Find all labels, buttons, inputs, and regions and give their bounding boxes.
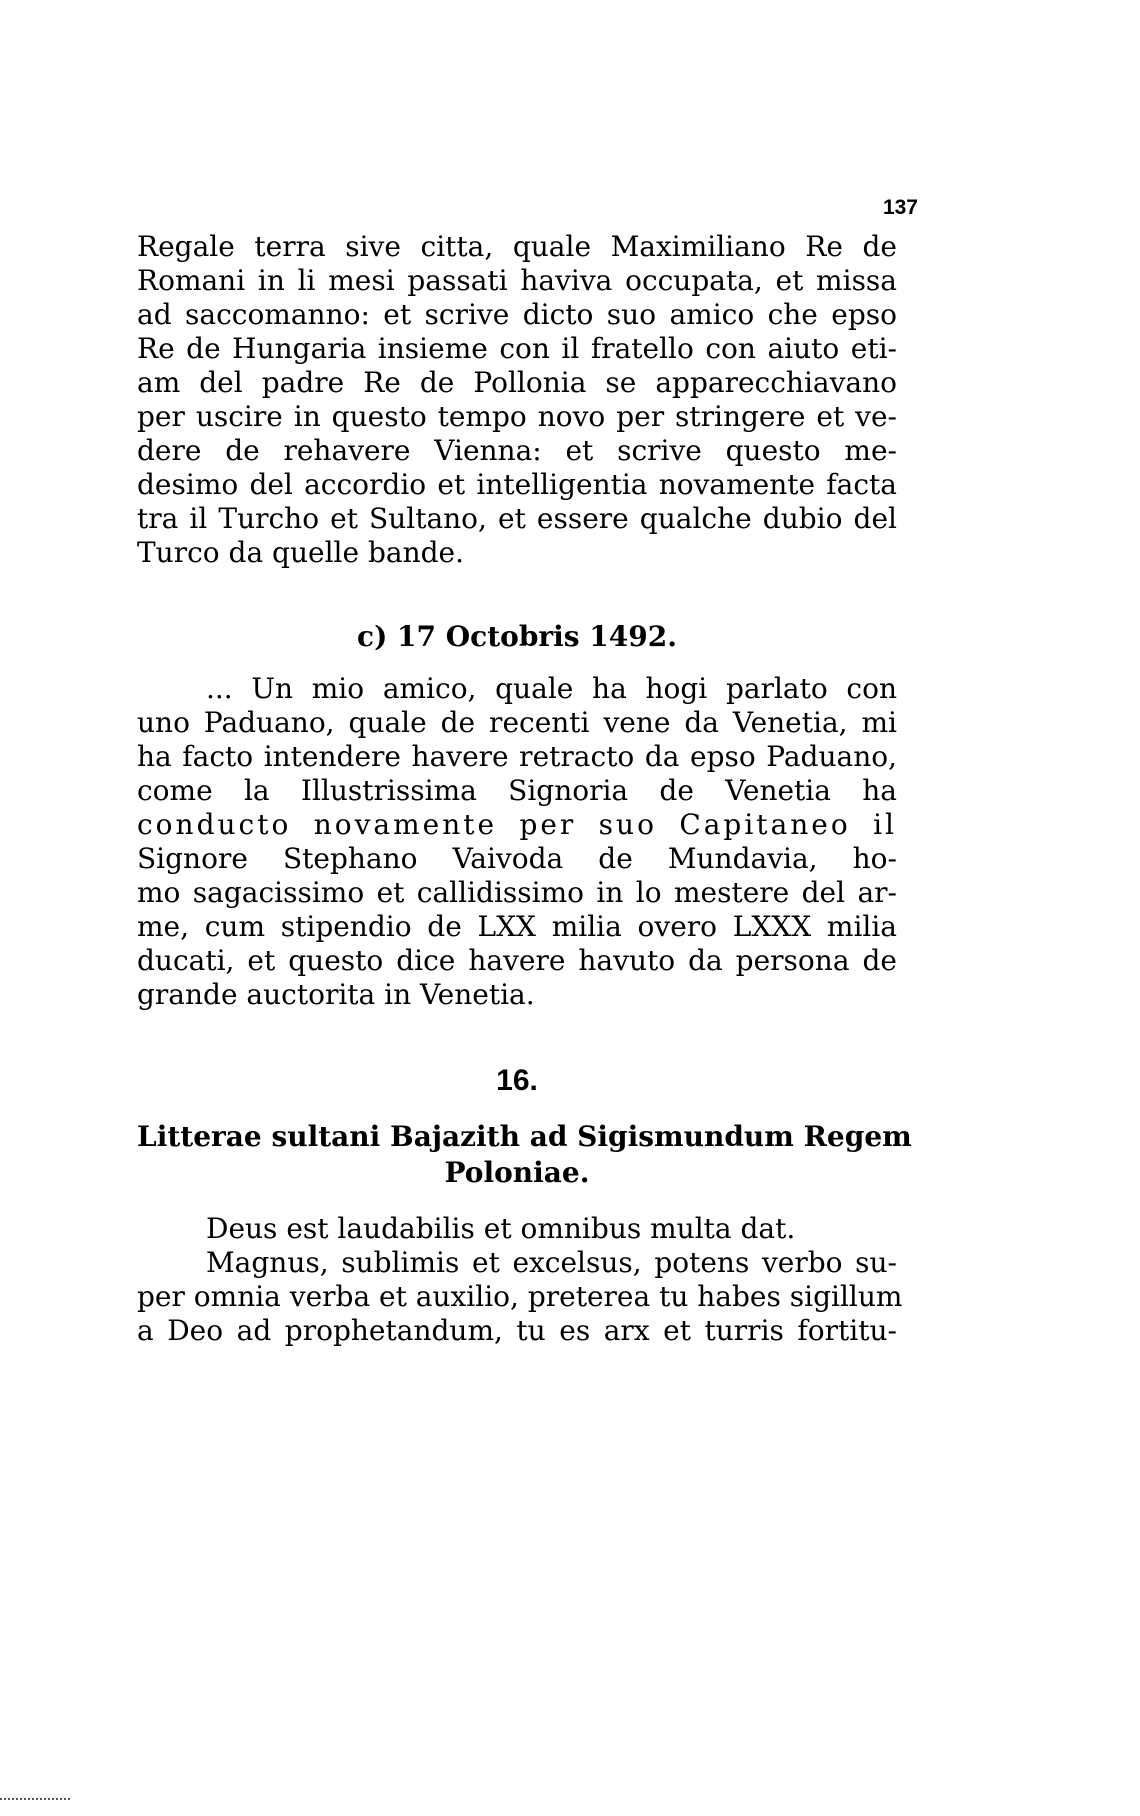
document-title-line-2: Poloniae. bbox=[444, 1156, 590, 1189]
text-line: am del padre Re de Pollonia se apparecchiavano bbox=[137, 366, 897, 399]
text-line: Turco da quelle bande. bbox=[137, 536, 465, 569]
text-line: dere de rehavere Vienna: et scrive questo me- bbox=[137, 434, 897, 467]
document-number: 16. bbox=[496, 1064, 538, 1097]
scan-edge-mark bbox=[0, 1798, 70, 1803]
text-line: desimo del accordio et intelligentia novamente facta bbox=[137, 468, 897, 501]
document-title-line-1: Litterae sultani Bajazith ad Sigismundum Regem bbox=[137, 1120, 912, 1153]
text-line: me, cum stipendio de LXX milia overo LXXX milia bbox=[137, 910, 897, 943]
text-line: mo sagacissimo et callidissimo in lo mestere del ar- bbox=[137, 876, 897, 909]
text-line: conducto novamente per suo Capitaneo il bbox=[137, 808, 897, 841]
text-line: per uscire in questo tempo novo per stringere et ve- bbox=[137, 400, 897, 433]
text-line: Signore Stephano Vaivoda de Mundavia, ho- bbox=[137, 842, 897, 875]
section-heading: c) 17 Octobris 1492. bbox=[357, 620, 677, 653]
text-line: uno Paduano, quale de recenti vene da Venetia, mi bbox=[137, 706, 897, 739]
text-line: Deus est laudabilis et omnibus multa dat. bbox=[206, 1212, 796, 1245]
text-line: per omnia verba et auxilio, preterea tu habes sigillum bbox=[137, 1280, 903, 1313]
text-line: grande auctorita in Venetia. bbox=[137, 978, 535, 1011]
text-line: come la Illustrissima Signoria de Venetia ha bbox=[137, 774, 897, 807]
text-line: Regale terra sive citta, quale Maximiliano Re de bbox=[137, 230, 897, 263]
text-line: ad saccomanno: et scrive dicto suo amico che epso bbox=[137, 298, 897, 331]
text-line: Romani in li mesi passati haviva occupata, et missa bbox=[137, 264, 897, 297]
text-line: ... Un mio amico, quale ha hogi parlato con bbox=[206, 672, 897, 705]
text-line: Magnus, sublimis et excelsus, potens verbo su- bbox=[206, 1246, 897, 1279]
text-line: Re de Hungaria insieme con il fratello con aiuto eti- bbox=[137, 332, 897, 365]
page-number: 137 bbox=[882, 196, 918, 219]
text-line: a Deo ad prophetandum, tu es arx et turris fortitu- bbox=[137, 1314, 897, 1347]
text-line: ducati, et questo dice havere havuto da persona de bbox=[137, 944, 897, 977]
text-line: tra il Turcho et Sultano, et essere qualche dubio del bbox=[137, 502, 897, 535]
text-line: ha facto intendere havere retracto da epso Paduano, bbox=[137, 740, 897, 773]
